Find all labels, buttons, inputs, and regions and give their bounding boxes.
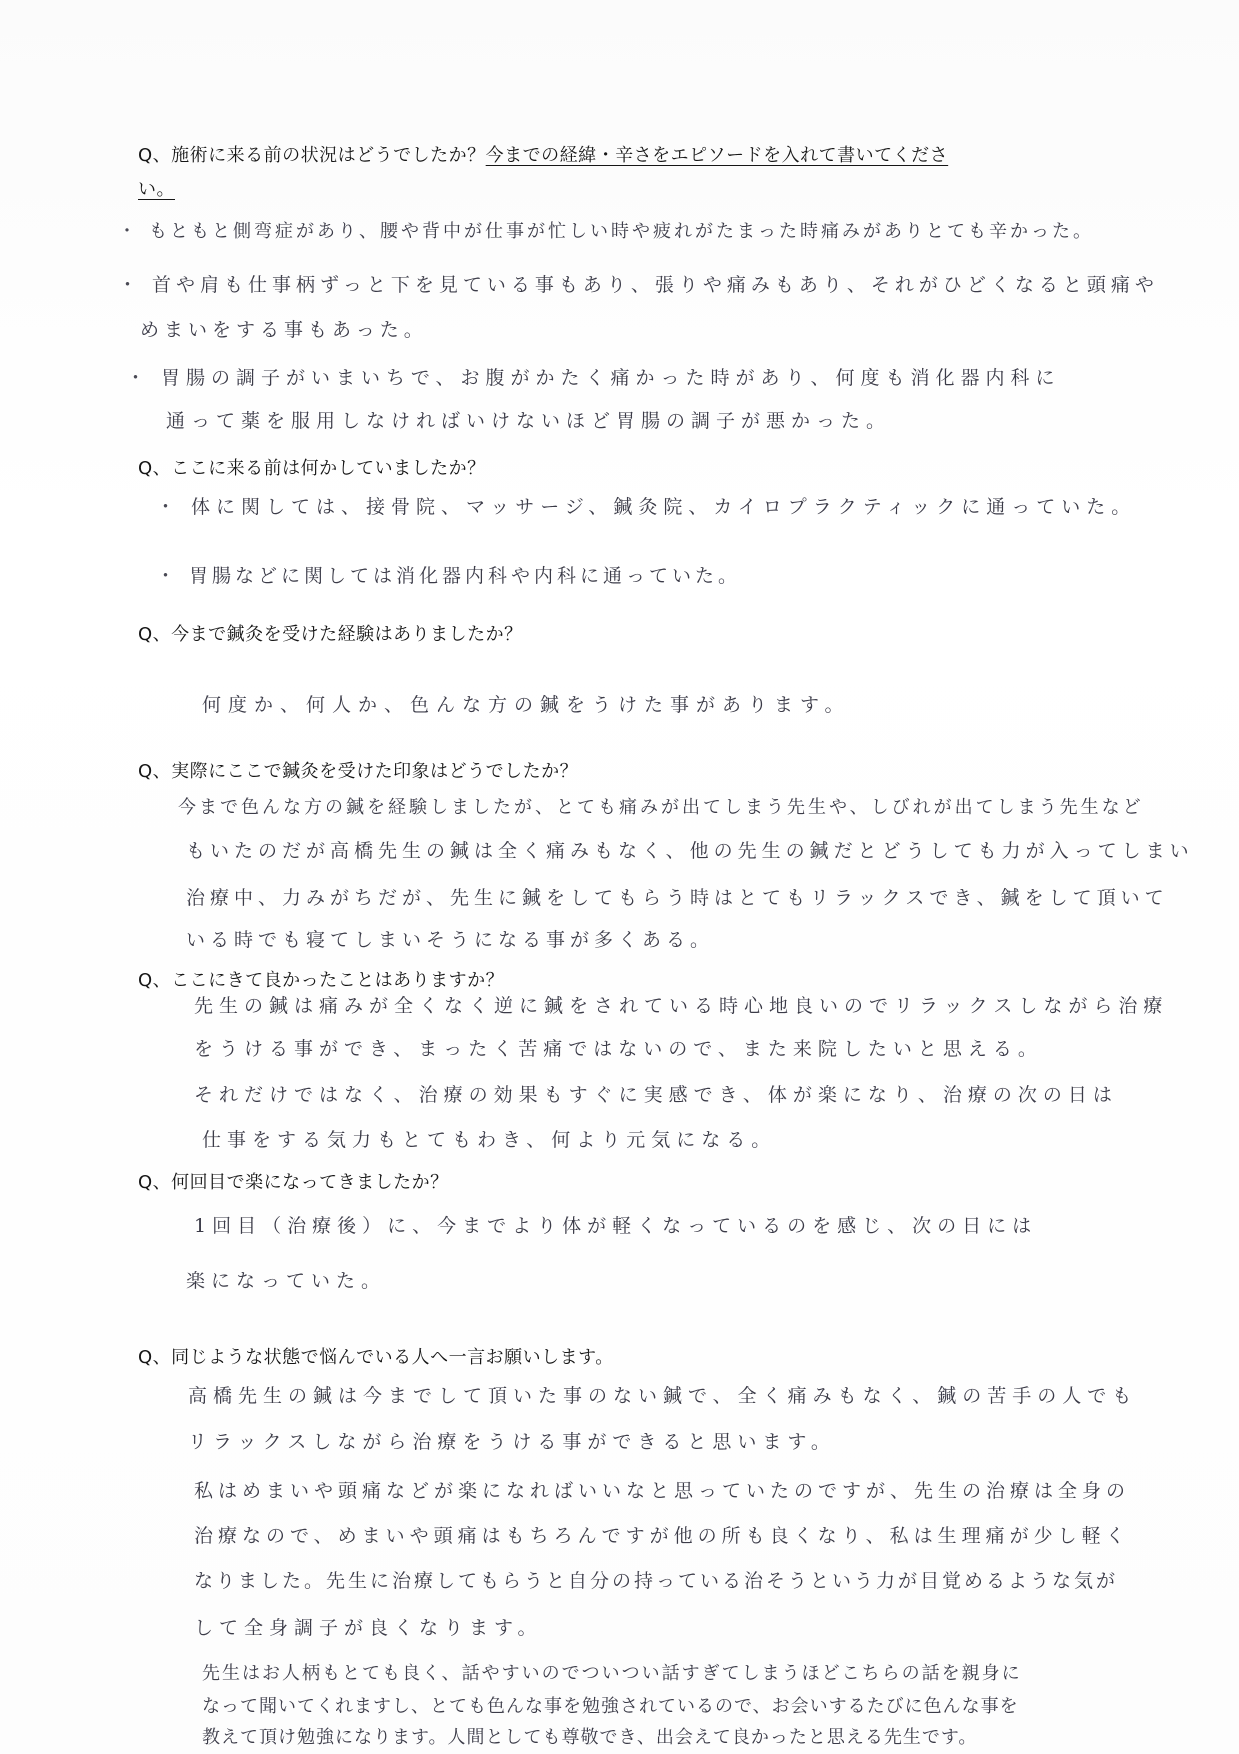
answer-1-line-5: 通って薬を服用しなければいけないほど胃腸の調子が悪かった。 [166, 410, 892, 432]
question-2: Q、ここに来る前は何かしていましたか？ [138, 458, 486, 479]
question-6: Q、何回目で楽になってきましたか？ [138, 1172, 449, 1193]
bullet: ・ [156, 565, 180, 587]
answer-5-line-1: 先生の鍼は痛みが全くなく逆に鍼をされている時心地良いのでリラックスしながら治療 [194, 995, 1169, 1017]
answer-4-line-4: いる時でも寝てしまいそうになる事が多くある。 [186, 929, 715, 951]
answer-7-line-4: 治療なので、めまいや頭痛はもちろんですが他の所も良くなり、私は生理痛が少し軽く [194, 1525, 1130, 1547]
question-1-underlined: 今までの経緯・辛さをエピソードを入れて書いてくださ [485, 145, 949, 166]
answer-7-line-8: なって聞いてくれますし、とても色んな事を勉強されているので、お会いするたびに色んな事を [202, 1696, 1019, 1717]
question-1-prefix: Q、施術に来る前の状況はどうでしたか？ [138, 145, 486, 166]
answer-2-line-2: ・ 胃腸などに関しては消化器内科や内科に通っていた。 [156, 565, 742, 587]
answer-5-line-4: 仕事をする気力もとてもわき、何より元気になる。 [202, 1129, 777, 1151]
answer-7-line-2: リラックスしながら治療をうける事ができると思います。 [188, 1431, 836, 1453]
answer-7-line-9: 教えて頂け勉強になります。人間としても尊敬でき、出会えて良かったと思える先生です。 [202, 1727, 978, 1748]
bullet: ・ [118, 274, 143, 296]
answer-1-line-4: ・ 胃腸の調子がいまいちで、お腹がかたく痛かった時があり、何度も消化器内科に [126, 367, 1061, 389]
answer-5-line-3: それだけではなく、治療の効果もすぐに実感でき、体が楽になり、治療の次の日は [194, 1084, 1118, 1106]
answer-7-line-6: して全身調子が良くなります。 [194, 1617, 543, 1639]
answer-3-line-1: 何度か、何人か、色んな方の鍼をうけた事があります。 [202, 694, 851, 716]
question-1 [138, 142, 948, 170]
answer-6-line-2: 楽になっていた。 [186, 1270, 387, 1292]
answer-4-line-2: もいたのだが高橋先生の鍼は全く痛みもなく、他の先生の鍼だとどうしても力が入ってしまい [186, 840, 1194, 862]
answer-7-line-7: 先生はお人柄もとても良く、話やすいのでついつい話すぎてしまうほどこちらの話を親身に [202, 1663, 1022, 1684]
answer-7-line-3: 私はめまいや頭痛などが楽になればいいなと思っていたのですが、先生の治療は全身の [194, 1480, 1131, 1502]
bullet: ・ [156, 496, 182, 518]
answer-7-line-1: 高橋先生の鍼は今までして頂いた事のない鍼で、全く痛みもなく、鍼の苦手の人でも [188, 1385, 1138, 1407]
question-3: Q、今まで鍼灸を受けた経験はありましたか？ [138, 624, 523, 645]
question-1-cont-text: い。 [138, 179, 175, 200]
question-5: Q、ここにきて良かったことはありますか？ [138, 970, 505, 991]
answer-6-line-1: 1回目（治療後）に、今までより体が軽くなっているのを感じ、次の日には [194, 1215, 1038, 1237]
answer-2-line-1: ・ 体に関しては、接骨院、マッサージ、鍼灸院、カイロプラクティックに通っていた。 [156, 496, 1137, 518]
answer-1-line-2: ・ 首や肩も仕事柄ずっと下を見ている事もあり、張りや痛みもあり、それがひどくなると頭痛や [118, 274, 1159, 296]
bullet: ・ [126, 367, 152, 389]
question-4: Q、実際にここで鍼灸を受けた印象はどうでしたか？ [138, 761, 579, 782]
answer-7-line-5: なりました。先生に治療してもらうと自分の持っている治そうという力が目覚めるような気が [194, 1570, 1119, 1592]
answer-1-line-1: ・ もともと側弯症があり、腰や背中が仕事が忙しい時や疲れがたまった時痛みがありとても辛かった。 [118, 221, 1094, 242]
answer-4-line-1: 今まで色んな方の鍼を経験しましたが、とても痛みが出てしまう先生や、しびれが出てしまう先生など [178, 797, 1144, 818]
question-7: Q、同じような状態で悩んでいる人へ一言お願いします。 [138, 1347, 614, 1368]
question-1-continued [138, 176, 175, 204]
answer-4-line-3: 治療中、力みがちだが、先生に鍼をしてもらう時はとてもリラックスでき、鍼をして頂いて [186, 887, 1169, 909]
bullet: ・ [118, 221, 139, 242]
answer-1-line-3: めまいをする事もあった。 [140, 319, 428, 341]
answer-5-line-2: をうける事ができ、まったく苦痛ではないので、また来院したいと思える。 [194, 1038, 1043, 1060]
